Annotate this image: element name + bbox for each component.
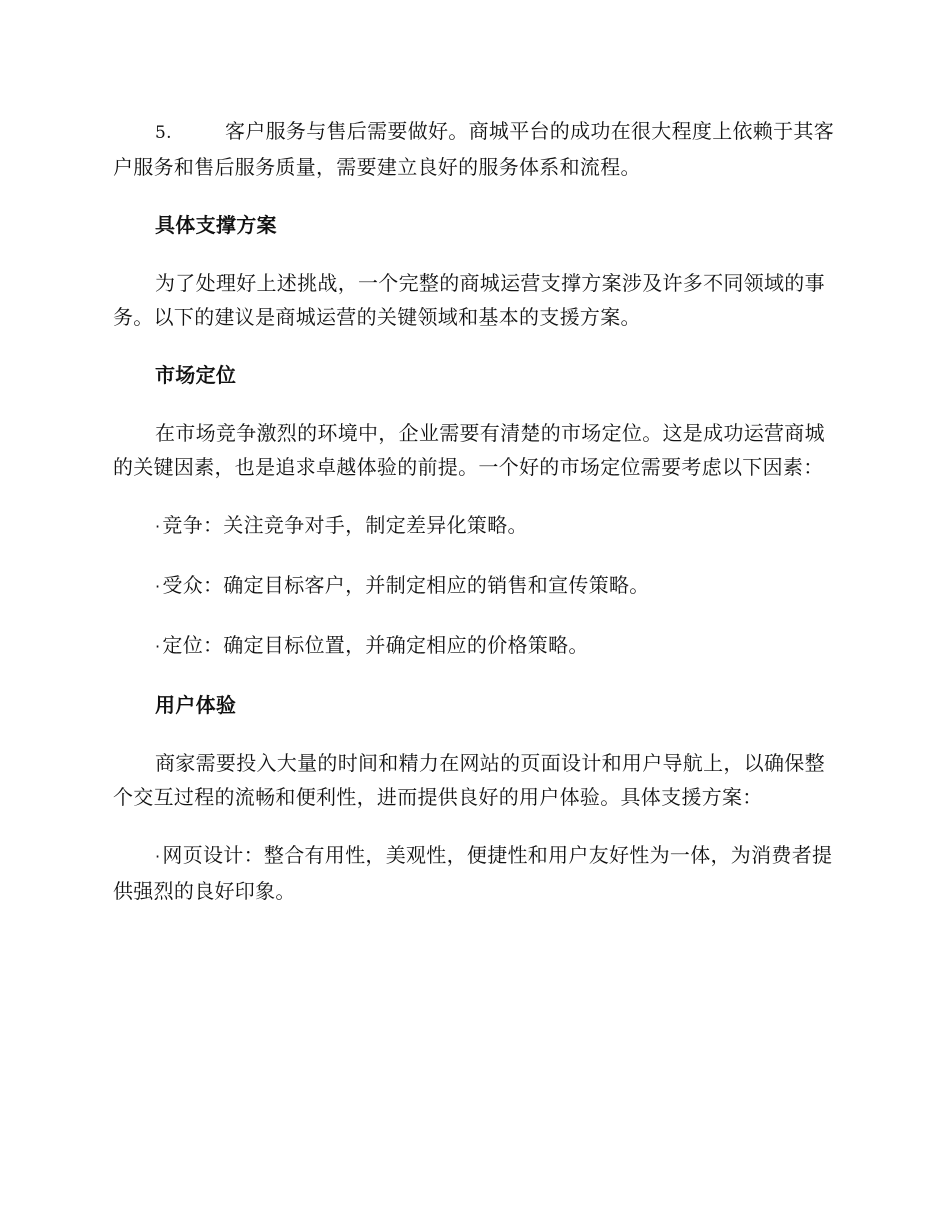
numbered-paragraph-text: 客户服务与售后需要做好。商城平台的成功在很大程度上依赖于其客户服务和售后服务质量，需要建立良好的服务体系和流程。: [113, 119, 834, 179]
list-number: 5.: [155, 123, 172, 143]
market-bullet-competition: [113, 508, 835, 544]
document-content: [113, 114, 835, 932]
bullet-dot: ·: [155, 847, 161, 866]
bullet-text: 网页设计：整合有用性，美观性，便捷性和用户友好性为一体，为消费者提供强烈的良好印象。: [113, 843, 833, 903]
numbered-paragraph-5: [113, 114, 835, 184]
ux-paragraph: 商家需要投入大量的时间和精力在网站的页面设计和用户导航上，以确保整个交互过程的流畅和便利性，进而提供良好的用户体验。具体支援方案：: [113, 751, 825, 809]
market-paragraph: 在市场竞争激烈的环境中，企业需要有清楚的市场定位。这是成功运营商城的关键因素，也是追求卓越体验的前提。一个好的市场定位需要考虑以下因素：: [113, 421, 825, 479]
section-heading-market: 市场定位: [155, 363, 237, 387]
section-heading-support: 具体支撑方案: [155, 213, 277, 237]
bullet-dot: ·: [155, 637, 161, 656]
bullet-text: 竞争：关注竞争对手，制定差异化策略。: [162, 513, 528, 537]
bullet-dot: ·: [155, 577, 161, 596]
bullet-text: 定位：确定目标位置，并确定相应的价格策略。: [162, 633, 589, 657]
bullet-text: 受众：确定目标客户，并制定相应的销售和宣传策略。: [162, 573, 650, 597]
market-bullet-positioning: [113, 628, 835, 664]
support-paragraph: 为了处理好上述挑战，一个完整的商城运营支撑方案涉及许多不同领域的事务。以下的建议是商城运营的关键领域和基本的支援方案。: [113, 271, 825, 329]
ux-bullet-web-design: [113, 838, 835, 908]
market-bullet-audience: [113, 568, 835, 604]
section-heading-ux: 用户体验: [155, 693, 237, 717]
bullet-dot: ·: [155, 517, 161, 536]
